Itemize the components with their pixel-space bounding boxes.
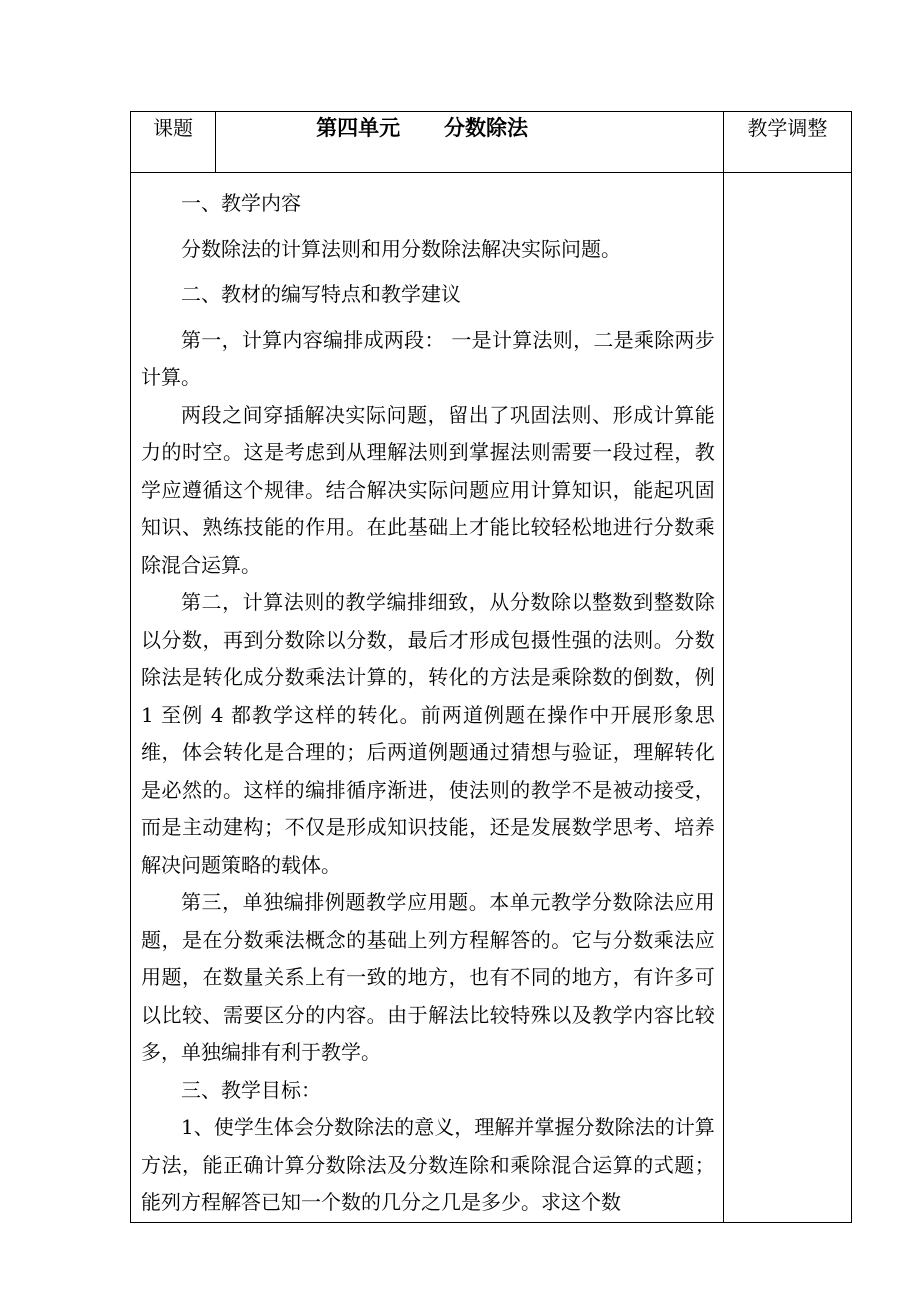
paragraph: 第三，单独编排例题教学应用题。本单元教学分数除法应用题，是在分数乘法概念的基础上列方程解答的。它与分数乘法应用题，在数量关系上有一致的地方，也有不同的地方，有许多可以比较、需要区分的内容。由于解法比较特殊以及教学内容比较多，单独编排有利于教学。 bbox=[141, 890, 715, 1064]
unit-title: 第四单元 分数除法 bbox=[216, 112, 724, 173]
paragraph: 1、使学生体会分数除法的意义，理解并掌握分数除法的计算方法，能正确计算分数除法及分数连除和乘除混合运算的式题；能列方程解答已知一个数的几分之几是多少。求这个数 bbox=[141, 1115, 715, 1214]
section-heading-content: 一、教学内容 bbox=[181, 191, 301, 215]
paragraph: 两段之间穿插解决实际问题，留出了巩固法则、形成计算能力的时空。这是考虑到从理解法则到掌握法则需要一段过程，教学应遵循这个规律。结合解决实际问题应用计算知识，能起巩固知识、熟练技能的作用。在此基础上才能比较轻松地进行分数乘除混合运算。 bbox=[141, 402, 715, 577]
header-row bbox=[131, 112, 852, 173]
topic-label: 课题 bbox=[131, 112, 216, 173]
content-cell bbox=[131, 173, 724, 1223]
content-body bbox=[131, 173, 723, 1222]
paragraph: 第二，计算法则的教学编排细致，从分数除以整数到整数除以分数，再到分数除以分数，最后才形成包摄性强的法则。分数除法是转化成分数乘法计算的，转化的方法是乘除数的倒数，例 1 至例 4 都教学这样的转化。前两道例题在操作中开展形象思维，体会转化是合理的；后两道例题通过猜想与验证，理解转化是必然的。这样的编排循序渐进，使法则的教学不是被动接受，而是主动建构；不仅是形成知识技能，还是发展数学思考、培养解决问题策略的载体。 bbox=[141, 590, 715, 877]
teaching-adjustment-label: 教学调整 bbox=[723, 112, 851, 173]
section-heading-objectives: 三、教学目标： bbox=[181, 1077, 321, 1102]
lesson-plan-table bbox=[130, 111, 852, 1223]
content-row bbox=[131, 173, 852, 1223]
paragraph: 第一，计算内容编排成两段： 一是计算法则，二是乘除两步计算。 bbox=[141, 327, 715, 389]
section-heading-features: 二、教材的编写特点和教学建议 bbox=[181, 282, 461, 306]
teaching-adjustment-cell[interactable] bbox=[723, 173, 851, 1223]
paragraph: 分数除法的计算法则和用分数除法解决实际问题。 bbox=[181, 236, 621, 261]
